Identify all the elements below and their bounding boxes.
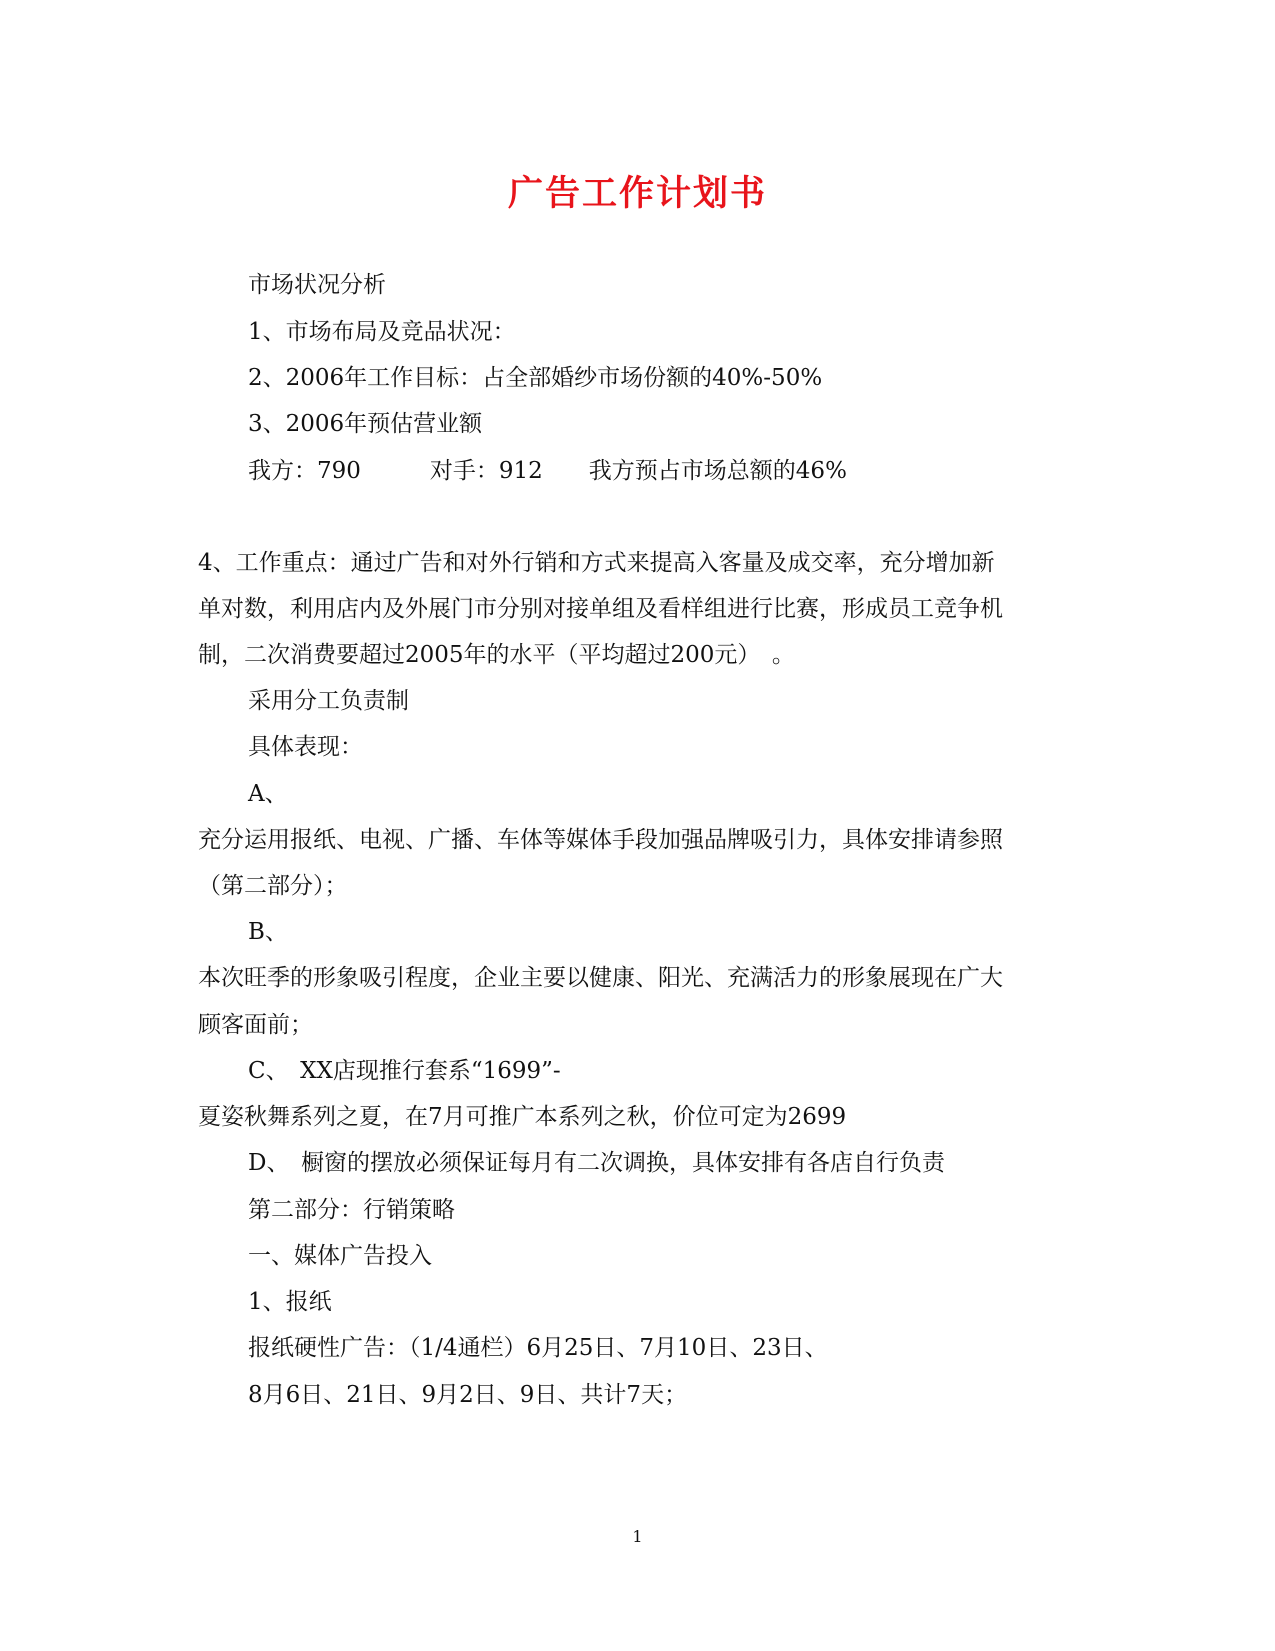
paragraph-item-2: 2、2006年工作目标：占全部婚纱市场份额的40%-50% [248, 365, 823, 391]
paragraph-market-analysis: 市场状况分析 [248, 272, 386, 298]
paragraph-newspaper-schedule-2: 8月6日、21日、9月2日、9日、共计7天； [248, 1382, 688, 1408]
paragraph-newspaper-schedule-1: 报纸硬性广告：（1/4通栏）6月25日、7月10日、23日、 [248, 1335, 828, 1361]
page-number: 1 [632, 1527, 643, 1546]
paragraph-item-3: 3、2006年预估营业额 [248, 411, 483, 437]
paragraph-label-a: A、 [248, 781, 288, 807]
paragraph-item-4-line-1: 4、工作重点：通过广告和对外行销和方式来提高入客量及成交率，充分增加新 [198, 550, 995, 576]
paragraph-specifics: 具体表现： [248, 734, 363, 760]
paragraph-item-1: 1、市场布局及竞品状况： [248, 319, 516, 345]
paragraph-media-ads: 一、媒体广告投入 [248, 1243, 432, 1269]
paragraph-c-line-1: C、 XX店现推行套系“1699”- [248, 1058, 561, 1084]
paragraph-d: D、 橱窗的摆放必须保证每月有二次调换，具体安排有各店自行负责 [248, 1150, 945, 1176]
paragraph-item-4-line-2: 单对数，利用店内及外展门市分别对接单组及看样组进行比赛，形成员工竞争机 [198, 596, 1003, 622]
paragraph-revenue-figures: 我方：790 对手：912 我方预占市场总额的46% [248, 458, 847, 484]
paragraph-a-line-2: （第二部分）； [198, 873, 348, 899]
paragraph-part-two-heading: 第二部分：行销策略 [248, 1197, 455, 1223]
paragraph-item-4-line-3: 制，二次消费要超过2005年的水平（平均超过200元） 。 [198, 642, 795, 668]
paragraph-c-line-2: 夏姿秋舞系列之夏，在7月可推广本系列之秋，价位可定为2699 [198, 1104, 847, 1130]
paragraph-a-line-1: 充分运用报纸、电视、广播、车体等媒体手段加强品牌吸引力，具体安排请参照 [198, 827, 1003, 853]
paragraph-b-line-2: 顾客面前； [198, 1012, 313, 1038]
paragraph-division-of-labor: 采用分工负责制 [248, 688, 409, 714]
document-title: 广告工作计划书 [507, 173, 767, 214]
paragraph-b-line-1: 本次旺季的形象吸引程度，企业主要以健康、阳光、充满活力的形象展现在广大 [198, 965, 1003, 991]
paragraph-label-b: B、 [248, 919, 288, 945]
paragraph-newspaper: 1、报纸 [248, 1289, 332, 1315]
